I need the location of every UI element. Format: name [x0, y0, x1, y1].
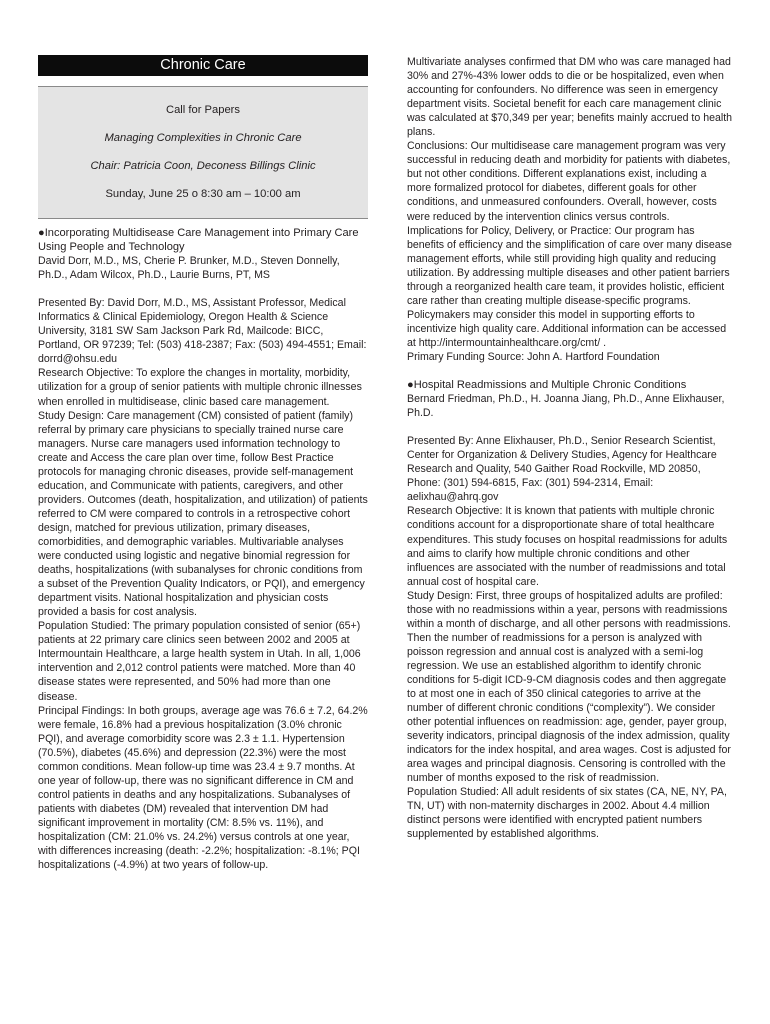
objective-text: To explore the changes in mortality, morbidity, utilization for a group of senior patients with multiple chronic illnesses when enrolled in multidisease, clinic based care management.: [38, 367, 362, 408]
session-chair: Chair: Patricia Coon, Deconess Billings Clinic: [90, 160, 316, 172]
paper1-title: ●Incorporating Multidisease Care Management into Primary Care Using People and Technology: [38, 227, 359, 254]
paper2-authors: Bernard Friedman, Ph.D., H. Joanna Jiang, Ph.D., Anne Elixhauser, Ph.D.: [407, 393, 725, 420]
paper1-population: [38, 619, 368, 703]
presented-by-label: Presented By:: [407, 435, 474, 448]
section-title-banner: Chronic Care: [38, 55, 368, 76]
paper2-design: [407, 589, 733, 786]
paper2-title: ●Hospital Readmissions and Multiple Chronic Conditions: [407, 379, 687, 392]
objective-text: It is known that patients with multiple chronic conditions account for a disproportionate share of total healthcare expenditures. This study focuses on hospital readmissions for adults and aims to clarify how multiple chronic conditions and other influences are associated with the number of readmissions and total annual cost of hospital care.: [407, 505, 728, 588]
left-column: [38, 55, 368, 872]
implications-text: Our program has benefits of efficiency and the simplification of care over many disease management efforts, while still providing high quality and reducing utilization. By addressing multiple diseases and other patient barriers through a reorganized health care team, it provides holistic, efficient care rather than creating multiple disease-specific programs. Policymakers may consider this model in supporting efforts to incentivize high quality care. Additional information can be accessed at http://intermountainhealthcare.org/cmt/ .: [407, 224, 732, 349]
paper2-presented-by: [407, 434, 733, 504]
paper2-objective: [407, 504, 733, 588]
population-label: Population Studied:: [407, 786, 499, 799]
design-label: Study Design:: [407, 589, 473, 602]
objective-label: Research Objective:: [407, 505, 503, 518]
implications-label: Implications for Policy, Delivery, or Practice:: [407, 224, 612, 237]
call-for-papers-label: Call for Papers: [166, 104, 240, 116]
paper1-implications: [407, 224, 733, 350]
paper1-presented-by: [38, 296, 368, 366]
session-date-time: Sunday, June 25 o 8:30 am – 10:00 am: [105, 188, 301, 200]
conclusions-label: Conclusions:: [407, 140, 468, 153]
objective-label: Research Objective:: [38, 367, 134, 380]
funding-text: John A. Hartford Foundation: [527, 350, 660, 363]
paper1-funding: [407, 350, 733, 364]
funding-label: Primary Funding Source:: [407, 350, 525, 363]
population-label: Population Studied:: [38, 620, 130, 633]
paper2-population: [407, 785, 733, 841]
population-text: All adult residents of six states (CA, NE, NY, PA, TN, UT) with non-maternity discharges in 2002. About 4.4 million distinct persons were identified with encrypted patient numbers supplemented by established algorithms.: [407, 786, 727, 841]
design-label: Study Design:: [38, 409, 104, 422]
session-info-box: [38, 86, 368, 219]
session-name: Managing Complexities in Chronic Care: [104, 132, 302, 144]
paper1-design: [38, 409, 368, 620]
paper1-findings: [38, 704, 368, 873]
presented-by-text: David Dorr, M.D., MS, Assistant Professor, Medical Informatics & Clinical Epidemiology, Oregon Health & Science University, 3181 SW Sam Jackson Park Rd, Mailcode: BICC, Portland, OR 97239; Tel: (503) 418-2387; Fax: (503) 494-4551; Email: dorrd@ohsu.edu: [38, 297, 367, 366]
right-column: [407, 55, 733, 842]
presented-by-label: Presented By:: [38, 297, 105, 310]
paper1-authors: David Dorr, M.D., MS, Cherie P. Brunker, M.D., Steven Donnelly, Ph.D., Adam Wilcox, Ph.D., Laurie Burns, PT, MS: [38, 255, 340, 282]
population-text: The primary population consisted of senior (65+) patients at 22 primary care clinics seen between 2002 and 2005 at Intermountain Healthcare, a large health system in Utah. In all, 1,006 intervention and 2,012 control patients were matched. More than 40 disease states were represented, and 50% had more than one disease.: [38, 620, 361, 703]
conclusions-text: Our multidisease care management program was very successful in reducing death and morbidity for patients with diabetes, but not other conditions. Different explanations exist, including a more formalized protocol for diabetes, different goals for other conditions, and unmeasured confounders. Overall, however, costs were reduced by the intervention clinics versus controls.: [407, 140, 731, 223]
paper1-objective: [38, 366, 368, 408]
findings-label: Principal Findings:: [38, 704, 125, 717]
design-text: Care management (CM) consisted of patient (family) referral by primary care physicians to specially trained nurse care managers. Nurse care managers used information technology to create and Access the care plan over time, follow Best Practice protocols for managing chronic diseases, provide self-management education, and Communicate with patients, caregivers, and other providers. Outcomes (death, hospitalization, and utilization) of patients referred to CM were compared to controls in a retrospective cohort design, matched for previous utilization, primary diseases, comorbidities, and demographic variables. Multivariable analyses were conducted using logistic and negative binomial regression for deaths, hospitalizations (with subanalyses for chronic conditions from a subset of the Prevention Quality Indicators, or PQI), and emergency department visits. National hospitalization and physician costs provided a basis for cost analysis.: [38, 409, 368, 619]
presented-by-text: Anne Elixhauser, Ph.D., Senior Research Scientist, Center for Organization & Delivery Studies, Agency for Healthcare Research and Quality, 540 Gaither Road Rockville, MD 20850, Phone: (301) 594-6815, Fax: (301) 594-2314, Email: aelixhau@ahrq.gov: [407, 435, 717, 504]
design-text: First, three groups of hospitalized adults are profiled: those with no readmissions within a year, persons with readmissions within a month of discharge, and all other persons with readmissions. Then the number of readmissions for a person is analyzed with poisson regression and annual cost is analyzed with a semi-log regression. We use an established algorithm to identify chronic conditions for 5-digit ICD-9-CM diagnosis codes and then aggregate to at most one in each of 350 clinical categories to arrive at the number of different chronic conditions (“complexity”). We consider other potential influences on readmission: age, gender, payer group, severity indicators, principal diagnosis of the index admission, quality indicators for the index hospital, and area wages. Cost is adjusted for area wages and principal diagnosis. Censoring is controlled with the number of months exposed to the risk of readmission.: [407, 589, 731, 785]
paper1-findings-continued: Multivariate analyses confirmed that DM who was care managed had 30% and 27%-43% lower odds to die or be hospitalized, even when accounting for confounders. No difference was seen in emergency department visits. Societal benefit for each care management clinic was calculated at $70,349 per year; benefits mainly accrued to health plans.: [407, 56, 733, 139]
findings-text: In both groups, average age was 76.6 ± 7.2, 64.2% were female, 16.8% had a previous hospitalization (3.0% chronic PQI), and average comorbidity score was 2.3 ± 1.1. Hypertension (70.5%), diabetes (45.6%) and depression (22.3%) were the most common conditions. Mean follow-up time was 23.4 ± 9.7 months. At one year of follow-up, there was no significant difference in CM and control patients in deaths and any hospitalizations. Subanalyses of patients with diabetes (DM) revealed that intervention DM had significant improvement in mortality (CM: 8.5% vs. 11%), and hospitalization (CM: 21.0% vs. 24.2%) versus controls at one year, with differences increasing (death: -2.2%; hospitalization: -8.1%; PQI hospitalizations (-4.9%) at two years of follow-up.: [38, 704, 368, 872]
paper1-conclusions: [407, 139, 733, 223]
